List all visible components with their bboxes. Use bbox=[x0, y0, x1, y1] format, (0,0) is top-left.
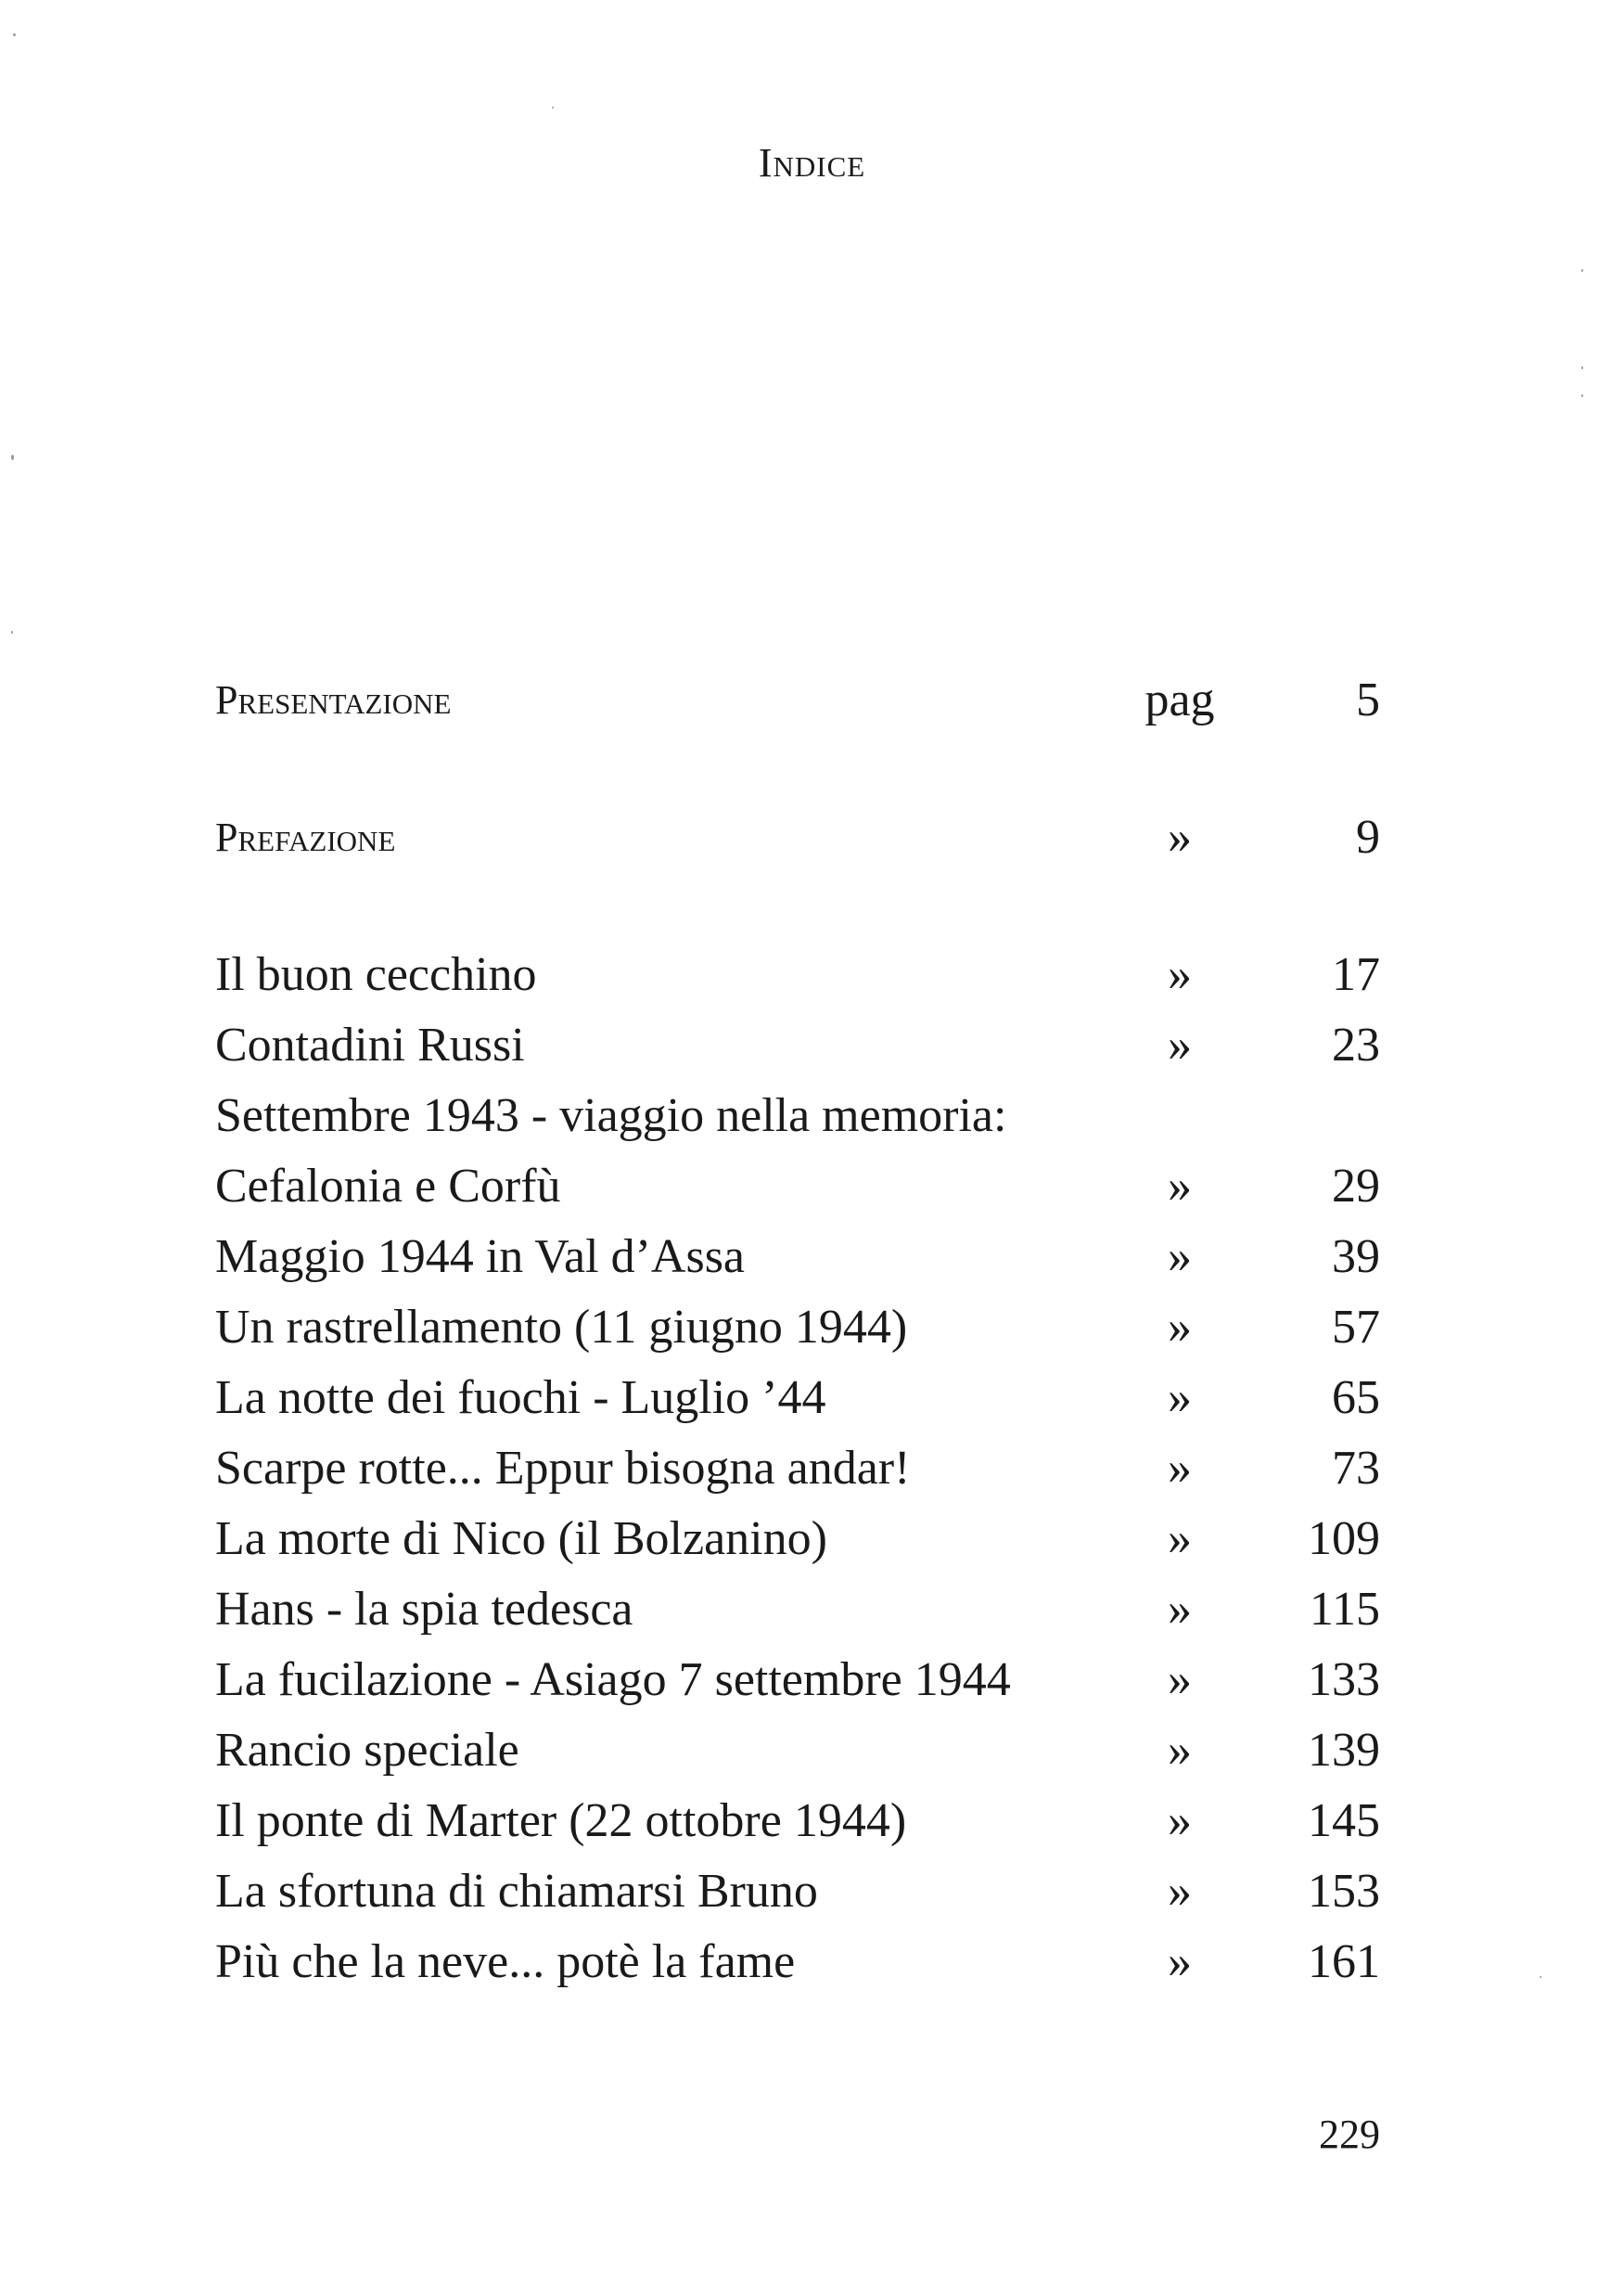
toc-entry bbox=[215, 940, 1380, 1010]
toc-entry-marker: » bbox=[1168, 1794, 1192, 1847]
table-of-contents bbox=[215, 665, 1380, 1997]
toc-entry-marker: » bbox=[1168, 1230, 1192, 1283]
scan-speck bbox=[11, 455, 14, 460]
toc-entry-title: Scarpe rotte... Eppur bisogna andar! bbox=[215, 1442, 911, 1495]
toc-entry-title: Prefazione bbox=[215, 815, 396, 860]
toc-entry-title: La sfortuna di chiamarsi Bruno bbox=[215, 1865, 818, 1918]
toc-entry bbox=[215, 1010, 1380, 1081]
toc-entry-marker: pag bbox=[1144, 674, 1215, 726]
toc-entry-title: Hans - la spia tedesca bbox=[215, 1583, 633, 1636]
toc-entry-marker: » bbox=[1168, 1724, 1192, 1777]
toc-entry-page: 5 bbox=[1356, 674, 1380, 726]
toc-entry-title: Maggio 1944 in Val d’Assa bbox=[215, 1230, 746, 1283]
toc-entry-page: 23 bbox=[1332, 1019, 1380, 1072]
toc-entry-page: 17 bbox=[1332, 948, 1380, 1001]
toc-entry-page: 65 bbox=[1332, 1371, 1380, 1424]
toc-entry bbox=[215, 1151, 1380, 1222]
toc-entry-marker: » bbox=[1168, 1653, 1192, 1706]
toc-entry bbox=[215, 1292, 1380, 1363]
toc-entry bbox=[215, 1433, 1380, 1504]
toc-entry bbox=[215, 1574, 1380, 1645]
toc-entry-marker: » bbox=[1168, 1442, 1192, 1495]
toc-entry-page: 153 bbox=[1308, 1865, 1380, 1918]
toc-entry-title: La notte dei fuochi - Luglio ’44 bbox=[215, 1371, 826, 1424]
toc-entry-title: La fucilazione - Asiago 7 settembre 1944 bbox=[215, 1653, 1011, 1706]
toc-entry bbox=[215, 1081, 1380, 1151]
toc-entry-marker: » bbox=[1168, 1935, 1192, 1988]
toc-entry-page: 39 bbox=[1332, 1230, 1380, 1283]
toc-entry bbox=[215, 1927, 1380, 1997]
toc-entry-page: 57 bbox=[1332, 1301, 1380, 1354]
scan-speck bbox=[552, 107, 554, 109]
toc-entry-presentazione bbox=[215, 665, 1380, 736]
toc-entry-title: Il ponte di Marter (22 ottobre 1944) bbox=[215, 1794, 907, 1847]
toc-entry-marker: » bbox=[1168, 1512, 1192, 1565]
toc-entry-page: 73 bbox=[1332, 1442, 1380, 1495]
toc-entry-page: 9 bbox=[1356, 811, 1380, 864]
scan-speck bbox=[1581, 366, 1583, 369]
page-title: Indice bbox=[758, 140, 866, 186]
toc-entry-page: 133 bbox=[1308, 1653, 1380, 1706]
toc-entry-marker: » bbox=[1168, 811, 1192, 864]
toc-entry-prefazione bbox=[215, 803, 1380, 873]
scan-speck bbox=[1581, 394, 1583, 397]
scan-speck bbox=[13, 33, 16, 36]
toc-entry-marker: » bbox=[1168, 1019, 1192, 1072]
toc-entry bbox=[215, 1645, 1380, 1715]
toc-entry bbox=[215, 1715, 1380, 1786]
toc-entry bbox=[215, 1856, 1380, 1927]
toc-entry-page: 109 bbox=[1308, 1512, 1380, 1565]
toc-entry-title: Più che la neve... potè la fame bbox=[215, 1935, 796, 1988]
toc-entry-title: Un rastrellamento (11 giugno 1944) bbox=[215, 1301, 908, 1354]
toc-entry-marker: » bbox=[1168, 1371, 1192, 1424]
toc-entry-page: 115 bbox=[1309, 1583, 1380, 1636]
toc-entry bbox=[215, 1786, 1380, 1856]
toc-entry-page: 29 bbox=[1332, 1160, 1380, 1213]
scan-speck bbox=[1581, 269, 1583, 272]
toc-entry-page: 139 bbox=[1308, 1724, 1380, 1777]
toc-entry-title: Settembre 1943 - viaggio nella memoria: bbox=[215, 1089, 1007, 1142]
toc-entry bbox=[215, 1504, 1380, 1574]
toc-entry-title: Cefalonia e Corfù bbox=[215, 1160, 561, 1213]
toc-entry-title: Il buon cecchino bbox=[215, 948, 537, 1001]
toc-entry-title: Contadini Russi bbox=[215, 1019, 525, 1072]
toc-entry-marker: » bbox=[1168, 1301, 1192, 1354]
page-number: 229 bbox=[1319, 2112, 1380, 2157]
toc-entry-page: 145 bbox=[1308, 1794, 1380, 1847]
toc-entry-title: Rancio speciale bbox=[215, 1724, 519, 1777]
toc-entry-marker: » bbox=[1168, 1865, 1192, 1918]
toc-entry bbox=[215, 1222, 1380, 1292]
toc-entry-marker: » bbox=[1168, 948, 1192, 1001]
toc-entry bbox=[215, 1363, 1380, 1433]
toc-entry-title: La morte di Nico (il Bolzanino) bbox=[215, 1512, 827, 1565]
toc-entry-marker: » bbox=[1168, 1583, 1192, 1636]
toc-entry-page: 161 bbox=[1308, 1935, 1380, 1988]
toc-entry-marker: » bbox=[1168, 1160, 1192, 1213]
toc-entry-title: Presentazione bbox=[215, 677, 452, 723]
scan-speck bbox=[1540, 1976, 1541, 1978]
scan-speck bbox=[11, 631, 13, 634]
